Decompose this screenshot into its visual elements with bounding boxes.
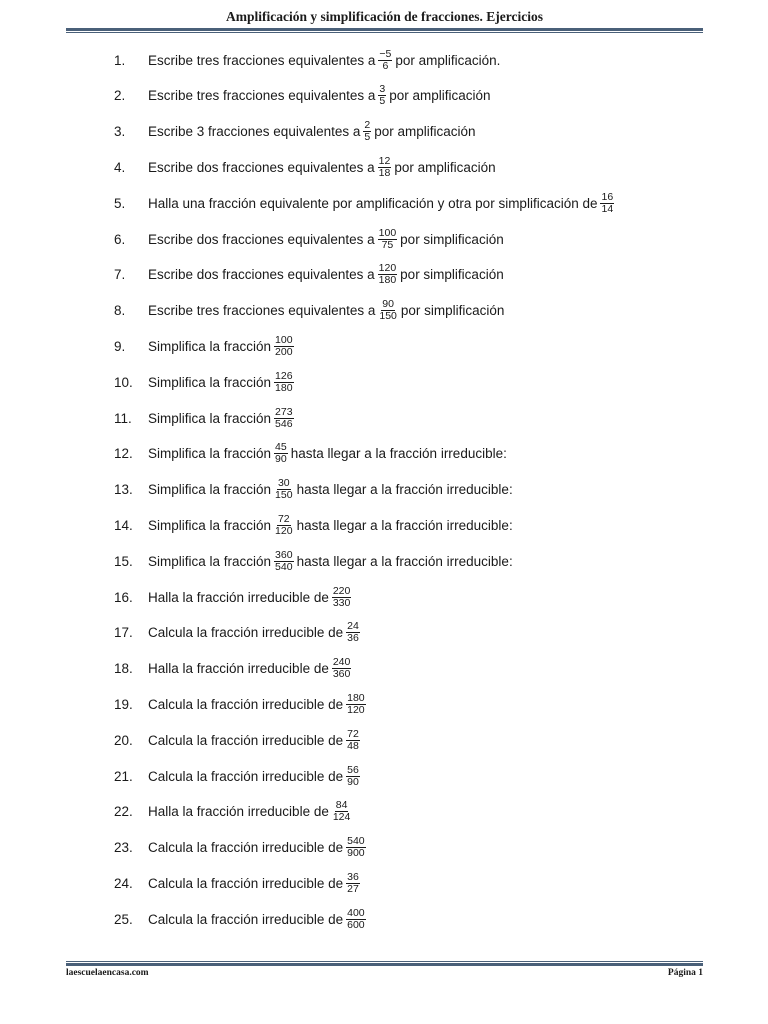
fraction-denominator: 546	[275, 417, 293, 430]
exercise-number: 2.	[114, 88, 126, 104]
footer-rule-thin	[66, 961, 703, 962]
exercise-suffix: hasta llegar a la fracción irreducible:	[296, 517, 513, 533]
fraction	[274, 407, 294, 430]
exercise-suffix: por simplificación	[400, 231, 504, 247]
fraction-denominator: 90	[347, 775, 359, 788]
exercise-suffix: por amplificación	[374, 124, 476, 140]
fraction	[346, 621, 360, 644]
exercise-text	[148, 765, 363, 788]
exercise-prompt: Simplifica la fracción	[148, 517, 272, 533]
exercise-number: 5.	[114, 195, 126, 211]
exercise-item	[0, 615, 768, 651]
fraction-denominator: 900	[347, 847, 365, 860]
footer-site: laescuelaencasa.com	[66, 968, 149, 978]
exercise-suffix: por amplificación.	[395, 52, 501, 68]
fraction	[346, 765, 360, 788]
fraction-numerator: 2	[364, 119, 371, 132]
exercise-number: 16.	[114, 589, 133, 605]
fraction-denominator: 180	[275, 381, 293, 394]
exercise-item	[0, 794, 768, 830]
exercise-prompt: Escribe tres fracciones equivalentes a	[148, 88, 376, 104]
exercise-item	[0, 579, 768, 615]
exercise-prompt: Escribe dos fracciones equivalentes a	[148, 267, 375, 283]
fraction-denominator: 150	[379, 310, 397, 323]
exercise-text	[148, 407, 297, 430]
exercise-suffix: hasta llegar a la fracción irreducible:	[296, 482, 513, 498]
exercise-prompt: Calcula la fracción irreducible de	[148, 875, 344, 891]
exercise-number: 4.	[114, 159, 126, 175]
exercise-number: 25.	[114, 911, 133, 927]
fraction	[274, 442, 288, 465]
fraction-numerator: 84	[335, 799, 348, 812]
fraction-numerator: 120	[378, 262, 397, 275]
fraction-denominator: 200	[275, 345, 293, 358]
fraction-numerator: 30	[277, 477, 290, 490]
exercise-number: 12.	[114, 446, 133, 462]
exercise-prompt: Simplifica la fracción	[148, 553, 272, 569]
exercise-number: 17.	[114, 625, 133, 641]
fraction-numerator: 16	[601, 190, 614, 203]
footer-page-number: Página 1	[667, 968, 703, 978]
fraction	[363, 120, 371, 143]
fraction-denominator: 14	[601, 202, 614, 215]
fraction-denominator: 540	[275, 560, 293, 573]
fraction-numerator: 100	[275, 333, 293, 346]
fraction	[274, 335, 294, 358]
exercise-prompt: Calcula la fracción irreducible de	[148, 768, 344, 784]
exercise-text	[148, 729, 363, 752]
exercise-item	[0, 507, 768, 543]
fraction	[346, 836, 366, 859]
fraction	[274, 478, 294, 501]
fraction-denominator: 90	[275, 453, 287, 466]
fraction-numerator: 72	[347, 727, 359, 740]
exercise-prompt: Calcula la fracción irreducible de	[148, 732, 344, 748]
exercise-number: 1.	[114, 52, 126, 68]
exercise-prompt: Halla la fracción irreducible de	[148, 804, 329, 820]
fraction-numerator: 36	[347, 870, 359, 883]
exercise-number: 22.	[114, 804, 133, 820]
fraction-numerator: 240	[332, 656, 351, 669]
exercise-suffix: por simplificación	[400, 267, 504, 283]
exercise-prompt: Halla la fracción irreducible de	[148, 661, 329, 677]
exercise-prompt: Simplifica la fracción	[148, 374, 272, 390]
fraction	[346, 693, 366, 716]
exercise-text	[148, 335, 297, 358]
fraction-numerator: 540	[347, 835, 365, 848]
fraction-numerator: 90	[382, 298, 394, 311]
exercise-item	[0, 651, 768, 687]
fraction-numerator: 220	[332, 584, 351, 597]
exercise-number: 20.	[114, 732, 133, 748]
fraction	[332, 800, 352, 823]
exercise-number: 11.	[114, 410, 132, 426]
fraction	[378, 49, 392, 72]
exercise-item	[0, 78, 768, 114]
fraction-numerator: 360	[275, 548, 293, 561]
exercise-item	[0, 364, 768, 400]
exercise-number: 15.	[114, 553, 133, 569]
exercise-prompt: Escribe dos fracciones equivalentes a	[148, 231, 375, 247]
fraction-numerator: 72	[277, 512, 290, 525]
fraction-denominator: 120	[275, 524, 293, 537]
fraction-numerator: 126	[275, 369, 293, 382]
exercise-number: 6.	[114, 231, 126, 247]
header-rule-thick	[66, 28, 703, 31]
fraction-denominator: 6	[382, 59, 389, 72]
exercise-prompt: Calcula la fracción irreducible de	[148, 696, 344, 712]
fraction	[332, 586, 352, 609]
fraction-denominator: 18	[378, 166, 391, 179]
exercise-item	[0, 436, 768, 472]
exercise-number: 7.	[114, 267, 126, 283]
fraction-denominator: 5	[364, 131, 371, 144]
exercise-item	[0, 901, 768, 937]
fraction-numerator: 3	[379, 83, 386, 96]
exercise-item	[0, 293, 768, 329]
exercise-text	[148, 836, 369, 859]
exercise-item	[0, 185, 768, 221]
exercise-prompt: Calcula la fracción irreducible de	[148, 625, 344, 641]
exercise-item	[0, 758, 768, 794]
exercise-prompt: Escribe tres fracciones equivalentes a	[148, 52, 376, 68]
fraction	[378, 228, 398, 251]
exercise-text	[148, 693, 369, 716]
exercise-text	[148, 514, 513, 537]
exercise-prompt: Escribe tres fracciones equivalentes a	[148, 303, 376, 319]
exercise-number: 18.	[114, 661, 133, 677]
fraction-numerator: 24	[347, 620, 359, 633]
exercise-text	[148, 156, 496, 179]
fraction-numerator: 56	[347, 763, 359, 776]
fraction-numerator: 12	[378, 154, 391, 167]
fraction	[378, 84, 386, 107]
exercise-item	[0, 400, 768, 436]
exercise-suffix: por amplificación	[394, 159, 496, 175]
exercise-item	[0, 221, 768, 257]
exercise-text	[148, 657, 354, 680]
exercise-prompt: Simplifica la fracción	[148, 446, 272, 462]
fraction	[378, 299, 398, 322]
exercise-text	[148, 586, 354, 609]
exercise-item	[0, 865, 768, 901]
fraction	[274, 514, 294, 537]
fraction-numerator: 180	[347, 691, 365, 704]
exercise-number: 24.	[114, 875, 133, 891]
exercise-text	[148, 84, 491, 107]
fraction-denominator: 124	[332, 811, 351, 824]
exercise-item	[0, 543, 768, 579]
exercise-number: 21.	[114, 768, 133, 784]
exercise-text	[148, 299, 504, 322]
exercise-text	[148, 49, 500, 72]
fraction-denominator: 180	[378, 274, 397, 287]
exercise-prompt: Halla la fracción irreducible de	[148, 589, 329, 605]
fraction	[346, 872, 360, 895]
exercise-text	[148, 371, 297, 394]
fraction-numerator: 400	[347, 906, 365, 919]
fraction-denominator: 120	[347, 703, 365, 716]
exercise-prompt: Simplifica la fracción	[148, 410, 272, 426]
exercise-suffix: por amplificación	[389, 88, 491, 104]
fraction	[346, 908, 366, 931]
fraction-numerator: 273	[275, 405, 293, 418]
fraction	[378, 156, 392, 179]
fraction-denominator: 330	[332, 596, 351, 609]
exercise-number: 14.	[114, 517, 133, 533]
exercise-text	[148, 192, 617, 215]
exercise-item	[0, 686, 768, 722]
page-footer	[66, 961, 703, 978]
exercise-suffix: por simplificación	[400, 303, 505, 319]
fraction	[274, 550, 294, 573]
footer-rule-thick	[66, 963, 703, 966]
exercise-text	[148, 872, 363, 895]
exercise-prompt: Calcula la fracción irreducible de	[148, 911, 344, 927]
exercise-item	[0, 42, 768, 78]
fraction-denominator: 150	[275, 489, 293, 502]
exercise-prompt: Escribe 3 fracciones equivalentes a	[148, 124, 361, 140]
exercise-number: 19.	[114, 696, 133, 712]
exercise-text	[148, 120, 476, 143]
header-rule-thin	[66, 32, 703, 33]
exercise-item	[0, 114, 768, 150]
exercise-prompt: Escribe dos fracciones equivalentes a	[148, 159, 375, 175]
exercise-item	[0, 830, 768, 866]
page-header	[66, 8, 703, 33]
fraction	[600, 192, 614, 215]
fraction	[378, 263, 398, 286]
fraction	[274, 371, 294, 394]
exercise-text	[148, 550, 513, 573]
exercise-text	[148, 228, 504, 251]
exercise-item	[0, 257, 768, 293]
page-title: Amplificación y simplificación de fracciones. Ejercicios	[226, 9, 543, 24]
exercise-number: 10.	[114, 374, 133, 390]
exercise-text	[148, 908, 369, 931]
exercise-text	[148, 263, 504, 286]
exercise-suffix: hasta llegar a la fracción irreducible:	[296, 553, 513, 569]
exercise-number: 8.	[114, 303, 126, 319]
exercise-item	[0, 149, 768, 185]
fraction	[332, 657, 352, 680]
fraction-denominator: 5	[379, 95, 386, 108]
exercise-prompt: Simplifica la fracción	[148, 482, 272, 498]
exercise-prompt: Calcula la fracción irreducible de	[148, 840, 344, 856]
exercise-text	[148, 478, 513, 501]
exercise-number: 13.	[114, 482, 133, 498]
exercise-prompt: Simplifica la fracción	[148, 338, 272, 354]
exercise-text	[148, 442, 507, 465]
fraction-denominator: 75	[381, 238, 394, 251]
fraction	[346, 729, 360, 752]
exercise-text	[148, 800, 354, 823]
fraction-numerator: 45	[275, 441, 287, 454]
exercise-item	[0, 328, 768, 364]
fraction-denominator: 27	[347, 882, 359, 895]
exercise-number: 23.	[114, 840, 133, 856]
exercise-text	[148, 621, 363, 644]
exercise-suffix: hasta llegar a la fracción irreducible:	[290, 446, 507, 462]
exercise-number: 3.	[114, 124, 126, 140]
fraction-numerator: −5	[379, 47, 392, 60]
exercise-item	[0, 472, 768, 508]
fraction-denominator: 36	[347, 632, 359, 645]
exercise-number: 9.	[114, 338, 126, 354]
exercise-item	[0, 722, 768, 758]
fraction-denominator: 600	[347, 918, 365, 931]
exercise-prompt: Halla una fracción equivalente por amplificación y otra por simplificación de	[148, 195, 598, 211]
fraction-numerator: 100	[378, 226, 397, 239]
fraction-denominator: 360	[332, 668, 351, 681]
fraction-denominator: 48	[347, 739, 359, 752]
